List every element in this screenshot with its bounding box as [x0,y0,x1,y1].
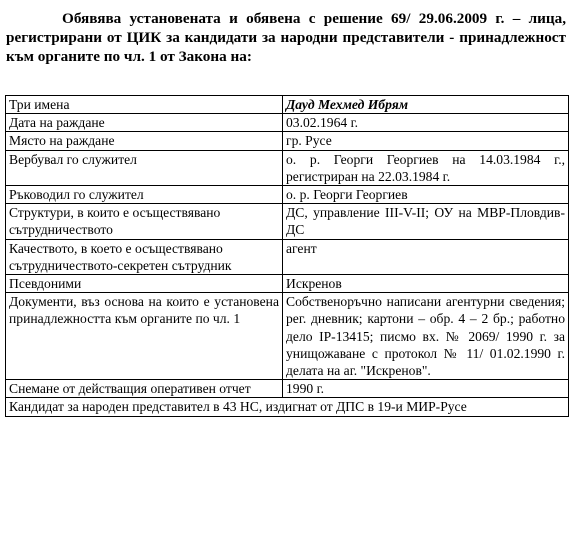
info-table [5,95,569,417]
row-label: Място на раждане [6,132,283,150]
table-row [6,398,569,416]
table-row [6,204,569,239]
table-row [6,239,569,274]
table-row [6,186,569,204]
row-label: Три имена [6,96,283,114]
candidate-row: Кандидат за народен представител в 43 НС, издигнат от ДПС в 19-и МИР-Русе [6,398,569,416]
table-row [6,275,569,293]
table-row [6,96,569,114]
row-label: Дата на раждане [6,114,283,132]
row-value: Дауд Мехмед Ибрям [283,96,569,114]
table-row [6,293,569,380]
row-value: 1990 г. [283,380,569,398]
table-row [6,150,569,185]
row-value: ДС, управление III-V-II; ОУ на МВР-Пловдив-ДС [283,204,569,239]
row-label: Документи, въз основа на които е установена принадлежността към органите по чл. 1 [6,293,283,380]
row-value: 03.02.1964 г. [283,114,569,132]
row-value: агент [283,239,569,274]
row-label: Структури, в които е осъществявано сътрудничеството [6,204,283,239]
row-value: о. р. Георги Георгиев на 14.03.1984 г., регистриран на 22.03.1984 г. [283,150,569,185]
row-value: Собственоръчно написани агентурни сведения; рег. дневник; картони – обр. 4 – 2 бр.; работно дело IР-13415; писмо вх. № 2069/ 1990 г. за унищожаване с протокол № 11/ 01.02.1990 г. делата на аг. "Искренов". [283,293,569,380]
row-label: Ръководил го служител [6,186,283,204]
row-label: Качеството, в което е осъществявано сътрудничеството-секретен сътрудник [6,239,283,274]
table-row [6,380,569,398]
row-value: о. р. Георги Георгиев [283,186,569,204]
table-row [6,114,569,132]
row-value: Искренов [283,275,569,293]
table-row [6,132,569,150]
row-value: гр. Русе [283,132,569,150]
row-label: Вербувал го служител [6,150,283,185]
intro-paragraph: Обявява установената и обявена с решение 69/ 29.06.2009 г. – лица, регистрирани от ЦИК за кандидати за народни представители - принадлежност към органите по чл. 1 от Закона на: [6,10,566,65]
row-label: Псевдоними [6,275,283,293]
row-label: Снемане от действащия оперативен отчет [6,380,283,398]
